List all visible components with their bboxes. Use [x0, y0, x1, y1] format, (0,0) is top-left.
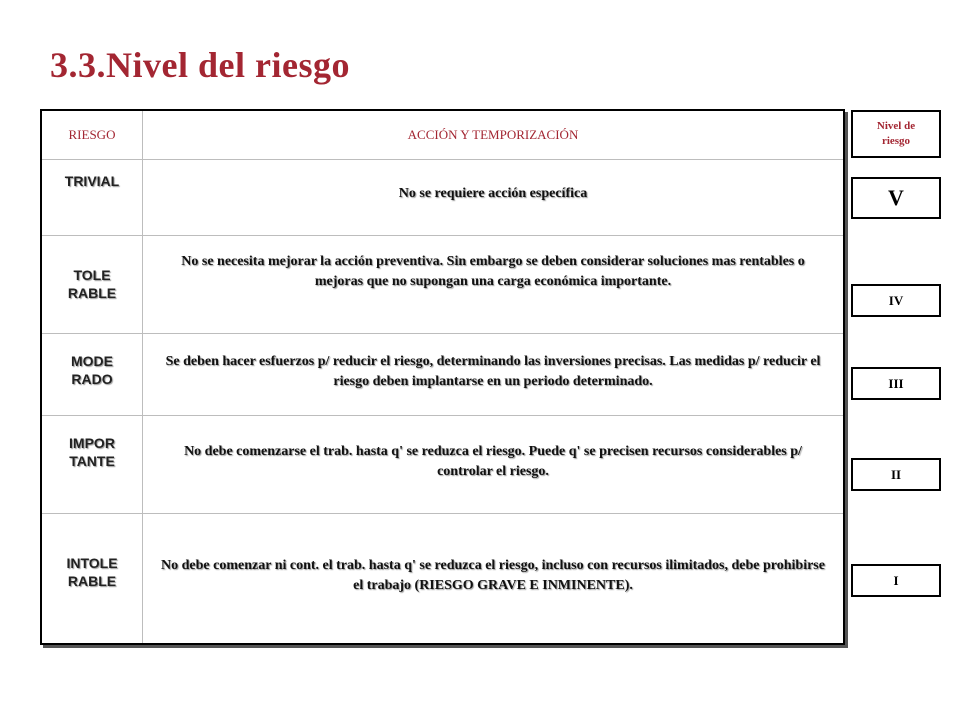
risk-level-tolerable	[41, 236, 143, 334]
table-row	[41, 236, 844, 334]
table-row	[41, 160, 844, 236]
risk-level-line: INTOLE	[66, 555, 118, 572]
risk-level-line: RABLE	[67, 285, 117, 302]
risk-level-line: RADO	[71, 371, 113, 388]
header-riesgo: RIESGO	[41, 110, 143, 160]
table-header-row	[41, 110, 844, 160]
risk-level-line: TRIVIAL	[64, 173, 120, 190]
risk-level-line: RABLE	[67, 573, 117, 590]
level-badge-iii: III	[851, 367, 941, 400]
risk-action-intolerable: No debe comenzar ni cont. el trab. hasta q' se reduzca el riesgo, incluso con recursos ilimitados, debe prohibirse el trabajo (RIESGO GRAVE E INMINENTE).	[143, 514, 845, 644]
level-badge-v: V	[851, 177, 941, 219]
level-badge-ii: II	[851, 458, 941, 491]
page-title: 3.3.Nivel del riesgo	[50, 45, 350, 85]
table-row	[41, 416, 844, 514]
risk-level-line: TANTE	[69, 453, 115, 470]
table-row	[41, 514, 844, 644]
risk-action-tolerable: No se necesita mejorar la acción preventiva. Sin embargo se deben considerar soluciones mas rentables o mejoras que no supongan una carga económica importante.	[143, 236, 845, 334]
risk-level-importante	[41, 416, 143, 514]
risk-level-intolerable	[41, 514, 143, 644]
risk-action-importante: No debe comenzarse el trab. hasta q' se reduzca el riesgo. Puede q' se precisen recursos considerables p/ controlar el riesgo.	[143, 416, 845, 514]
level-header-box	[851, 110, 941, 158]
risk-action-trivial: No se requiere acción específica	[143, 160, 845, 236]
level-header-line: riesgo	[881, 135, 911, 147]
risk-level-line: TOLE	[73, 267, 111, 284]
risk-level-line: MODE	[71, 353, 113, 370]
risk-action-moderado: Se deben hacer esfuerzos p/ reducir el riesgo, determinando las inversiones precisas. Las medidas p/ reducir el riesgo deben implantarse en un periodo determinado.	[143, 334, 845, 416]
level-badge-iv: IV	[851, 284, 941, 317]
risk-table	[40, 109, 845, 645]
risk-level-line: IMPOR	[69, 435, 115, 452]
risk-level-moderado	[41, 334, 143, 416]
header-accion: ACCIÓN Y TEMPORIZACIÓN	[143, 110, 845, 160]
level-badge-i: I	[851, 564, 941, 597]
risk-level-trivial	[41, 160, 143, 236]
level-header-line: Nivel de	[876, 120, 916, 132]
table-row	[41, 334, 844, 416]
